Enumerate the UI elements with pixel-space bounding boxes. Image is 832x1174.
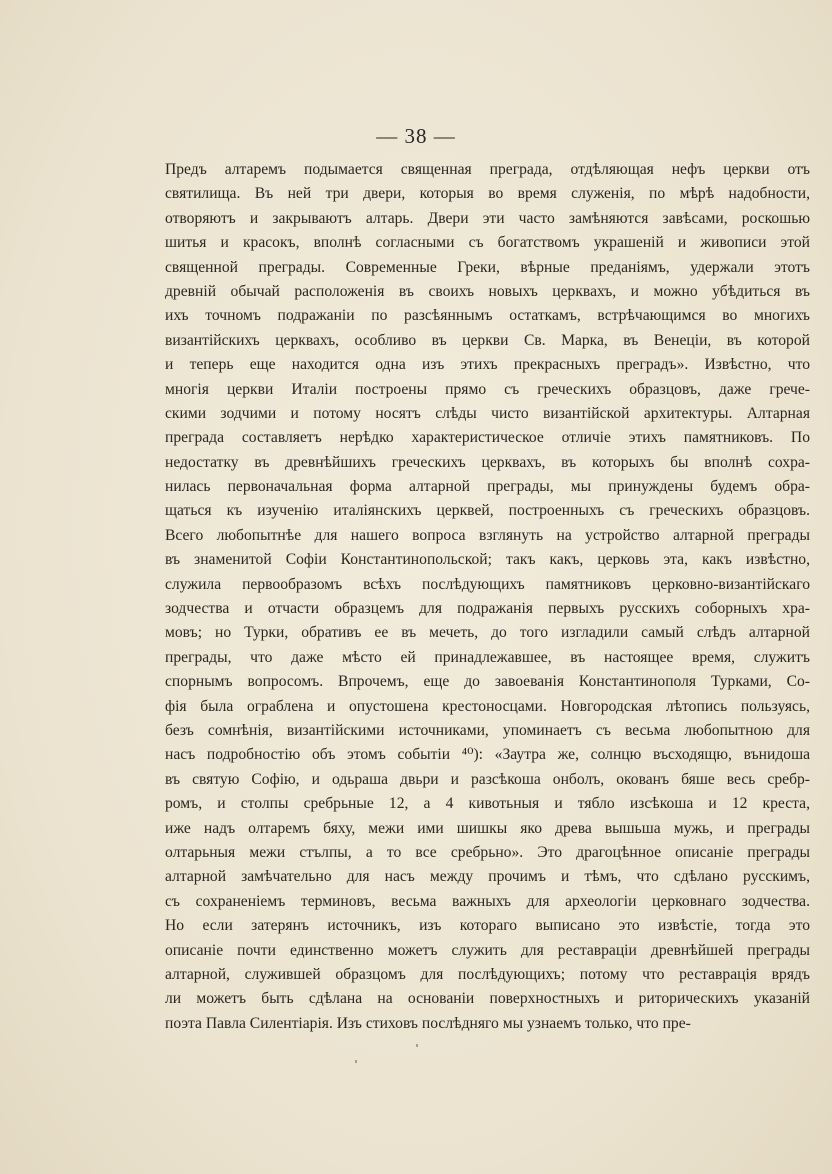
- text-line: насъ подробностію объ этомъ событіи ⁴⁰): «Заутра же, солнцю въсходящю, вънидоша: [165, 746, 810, 764]
- paper-speck: [355, 1060, 357, 1063]
- text-line: ли можетъ быть сдѣлана на основаніи поверхностныхъ и риторическихъ указаній: [165, 990, 810, 1008]
- text-line: въ знаменитой Софіи Константинопольской; такъ какъ, церковь эта, какъ извѣстно,: [165, 551, 810, 569]
- text-line: недостатку въ древнѣйшихъ греческихъ церквахъ, въ которыхъ бы вполнѣ сохра-: [165, 453, 810, 471]
- text-line: описаніе почти единственно можетъ служить для реставраціи древнѣйшей преграды: [165, 941, 810, 959]
- text-line: спорнымъ вопросомъ. Впрочемъ, еще до завоеванія Константинополя Турками, Со-: [165, 673, 810, 691]
- text-line: ромъ, и столпы сребрьные 12, а 4 кивотьныя и тябло изсѣкоша и 12 креста,: [165, 795, 810, 813]
- text-line: Но если затерянъ источникъ, изъ котораго выписано это извѣстіе, тогда это: [165, 917, 810, 935]
- text-line: шитья и красокъ, вполнѣ согласными съ богатствомъ украшеній и живописи этой: [165, 234, 810, 252]
- text-line: святилища. Въ ней три двери, которыя во время служенія, по мѣрѣ надобности,: [165, 185, 810, 203]
- text-line: священной преграды. Современные Греки, вѣрные преданіямъ, удержали этотъ: [165, 258, 810, 276]
- paper-speck: [416, 1044, 418, 1047]
- text-line: поэта Павла Силентіарія. Изъ стиховъ послѣдняго мы узнаемъ только, что пре-: [165, 1014, 691, 1032]
- text-line: скими зодчими и потому носятъ слѣды чисто византійской архитектуры. Алтарная: [165, 404, 810, 422]
- text-line: Всего любопытнѣе для нашего вопроса взглянуть на устройство алтарной преграды: [165, 526, 810, 544]
- text-line: въ святую Софію, и одьраша двьри и разсѣкоша онболъ, окованъ бяше весь сребр-: [165, 770, 810, 788]
- text-line: византійскихъ церквахъ, особливо въ церкви Св. Марка, въ Венеціи, въ которой: [165, 331, 810, 349]
- text-line: преграды, что даже мѣсто ей принадлежавшее, въ настоящее время, служитъ: [165, 648, 810, 666]
- text-line: иже надъ олтаремъ бяху, межи ими шишкы яко древа вышьша мужь, и преграды: [165, 819, 810, 837]
- text-line: Предъ алтаремъ подымается священная преграда, отдѣляющая нефъ церкви отъ: [165, 161, 810, 178]
- text-line: алтарной, служившей образцомъ для послѣдующихъ; потому что реставрація врядъ: [165, 965, 810, 983]
- text-line: нилась первоначальная форма алтарной преграды, мы принуждены будемъ обра-: [165, 478, 810, 496]
- text-line: олтарьныя межи стълпы, а то все сребрьно». Это драгоцѣнное описаніе преграды: [165, 843, 810, 861]
- text-line: мовъ; но Турки, обративъ ее въ мечеть, до того изгладили самый слѣдъ алтарной: [165, 624, 810, 642]
- page-number: — 38 —: [376, 124, 456, 148]
- text-line: алтарной замѣчательно для насъ между прочимъ и тѣмъ, что сдѣлано русскимъ,: [165, 868, 810, 886]
- text-line: отворяютъ и закрываютъ алтарь. Двери эти часто замѣняются завѣсами, роскошью: [165, 209, 810, 227]
- text-line: и теперь еще находится одна изъ этихъ прекрасныхъ преградъ». Извѣстно, что: [165, 356, 810, 374]
- text-line: фія была ограблена и опустошена крестоносцами. Новгородская лѣтопись пользуясь,: [165, 697, 810, 715]
- text-line: зодчества и отчасти образцемъ для подражанія первыхъ русскихъ соборныхъ хра-: [165, 600, 810, 618]
- text-line: служила первообразомъ всѣхъ послѣдующихъ памятниковъ церковно-византійскаго: [165, 575, 810, 593]
- text-line: безъ сомнѣнія, византійскими источниками, упоминаетъ съ весьма любопытною для: [165, 721, 810, 739]
- text-line: ихъ точномъ подражаніи по разсѣяннымъ остаткамъ, встрѣчающимся во многихъ: [165, 307, 810, 325]
- text-line: щаться къ изученію италіянскихъ церквей, построенныхъ съ греческихъ образцовъ.: [165, 502, 810, 520]
- text-line: преграда составляетъ нерѣдко характеристическое отличіе этихъ памятниковъ. По: [165, 429, 810, 447]
- text-line: многія церкви Италіи построены прямо съ греческихъ образцовъ, даже грече-: [165, 380, 810, 398]
- text-line: древній обычай расположенія въ своихъ новыхъ церквахъ, и можно убѣдиться въ: [165, 282, 810, 300]
- text-line: съ сохраненіемъ терминовъ, весьма важныхъ для археологіи церковнаго зодчества.: [165, 892, 810, 910]
- body-text: [165, 158, 810, 1036]
